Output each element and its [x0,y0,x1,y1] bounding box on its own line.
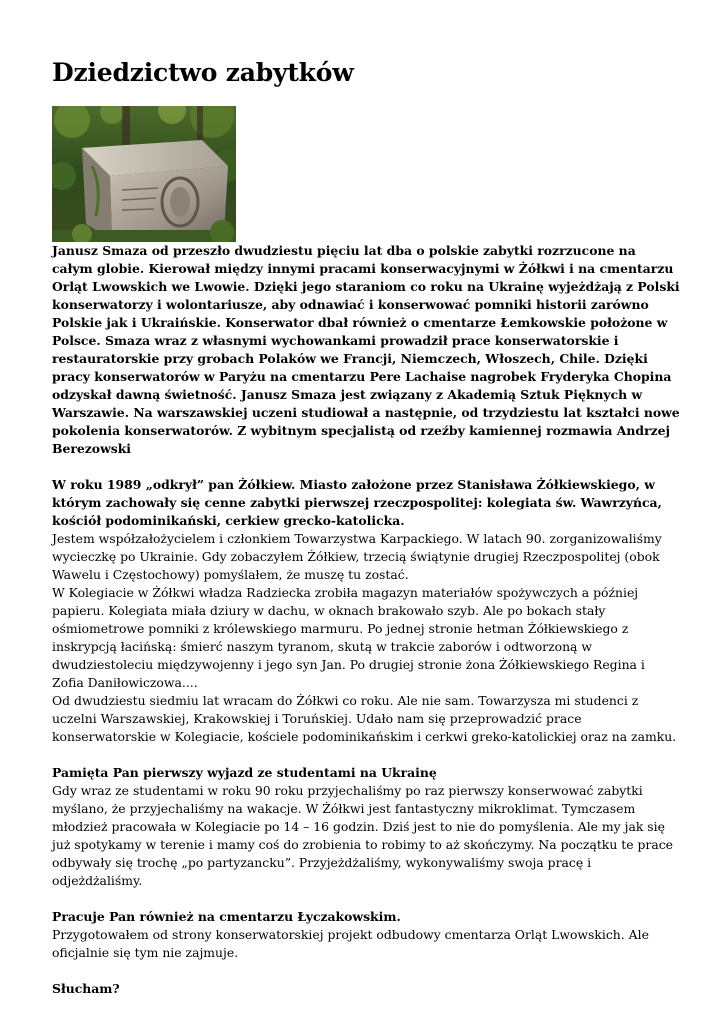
question-3: Pracuje Pan również na cmentarzu Łyczakowskim. [52,909,401,924]
tombstone-image [52,106,236,242]
article [52,56,680,998]
question-4: Słucham? [52,981,120,996]
tombstone-photo [52,106,236,242]
question-1: W roku 1989 „odkrył” pan Żółkiew. Miasto założone przez Stanisława Żółkiewskiego, w którym zachowały się cenne zabytki pierwszej rzeczpospolitej: kolegiata św. Wawrzyńca, kościół podominikański, cerkiew grecko-katolicka. [52,477,662,528]
answer-1-paragraph-3: Od dwudziestu siedmiu lat wracam do Żółkwi co roku. Ale nie sam. Towarzysza mi studenci z uczelni Warszawskiej, Krakowskiej i Toruńskiej. Udało nam się przeprowadzić prace konserwatorskie w Kolegiacie, kościele podominikańskim i cerkwi greko-katolickiej oraz na zamku. [52,693,677,744]
answer-1-paragraph-1: Jestem współzałożycielem i członkiem Towarzystwa Karpackiego. W latach 90. zorganizowaliśmy wycieczkę po Ukrainie. Gdy zobaczyłem Żółkiew, trzecią świątynie drugiej Rzeczpospolitej (obok Wawelu i Częstochowy) pomyślałem, że muszę tu zostać. [52,531,662,582]
answer-2: Gdy wraz ze studentami w roku 90 roku przyjechaliśmy po raz pierwszy konserwować zabytki myślano, że przyjechaliśmy na wakacje. W Żółkwi jest fantastyczny mikroklimat. Tymczasem młodzież pracowała w Kolegiacie po 14 – 16 godzin. Dziś jest to nie do pomyślenia. Ale my jak się już spotykamy w terenie i mamy coś do zrobienia to robimy to aż skończymy. Na początku te prace odbywały się trochę „po partyzancku”. Przyjeżdżaliśmy, wykonywaliśmy swoja pracę i odjeżdżaliśmy. [52,783,674,888]
answer-3: Przygotowałem od strony konserwatorskiej projekt odbudowy cmentarza Orląt Lwowskich. Ale oficjalnie się tym nie zajmuje. [52,927,649,960]
page-title: Dziedzictwo zabytków [52,58,354,87]
intro-paragraph: Janusz Smaza od przeszło dwudziestu pięciu lat dba o polskie zabytki rozrzucone na całym globie. Kierował między innymi pracami konserwacyjnymi w Żółkwi i na cmentarzu Orląt Lwowskich we Lwowie. Dzięki jego staraniom co roku na Ukrainę wyjeżdżają z Polski konserwatorzy i wolontariusze, aby odnawiać i konserwować pomniki historii zarówno Polskie jak i Ukraińskie. Konserwator dbał również o cmentarze Łemkowskie położone w Polsce. Smaza wraz z własnymi wychowankami prowadził prace konserwatorskie i restauratorskie przy grobach Polaków we Francji, Niemczech, Włoszech, Chile. Dzięki pracy konserwatorów w Paryżu na cmentarzu Pere Lachaise nagrobek Fryderyka Chopina odzyskał dawną świetność. Janusz Smaza jest związany z Akademią Sztuk Pięknych w Warszawie. Na warszawskiej uczeni studiował a następnie, od trzydziestu lat kształci nowe pokolenia konserwatorów. Z wybitnym specjalistą od rzeźby kamiennej rozmawia Andrzej Berezowski [52,243,680,456]
question-2: Pamięta Pan pierwszy wyjazd ze studentami na Ukrainę [52,765,437,780]
answer-1-paragraph-2: W Kolegiacie w Żółkwi władza Radziecka zrobiła magazyn materiałów spożywczych a później papieru. Kolegiata miała dziury w dachu, w oknach brakowało szyb. Ale po bokach stały ośmiometrowe pomniki z królewskiego marmuru. Po jednej stronie hetman Żółkiewskiego z inskrypcją łacińską: śmierć naszym tyranom, skutą w trakcie zaborów i odtworzoną w dwudziestoleciu międzywojenny i jego syn Jan. Po drugiej stronie żona Żółkiewskiego Regina i Zofia Daniłowiczowa.... [52,585,645,690]
